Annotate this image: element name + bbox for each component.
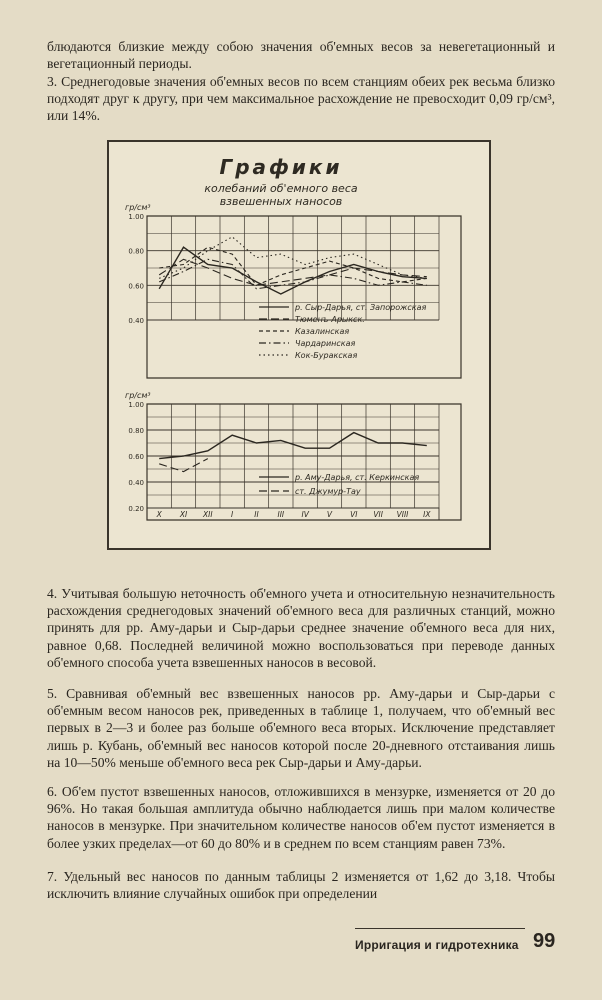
figure-frame — [107, 140, 491, 550]
footer-rule — [355, 928, 525, 929]
chart-grid — [147, 404, 439, 508]
y-tick-label: 0.80 — [128, 247, 144, 256]
legend-label: Казалинская — [295, 327, 350, 336]
x-tick-row-frame — [147, 508, 439, 520]
x-tick-label: I — [231, 510, 234, 519]
chart-box — [147, 404, 461, 520]
legend-label: р. Сыр-Дарья, ст. Запорожская — [295, 303, 427, 312]
y-axis-label: гр/см³ — [125, 391, 151, 400]
y-axis-label: гр/см³ — [125, 203, 151, 212]
chart-top — [125, 203, 461, 378]
x-tick-label: V — [326, 510, 333, 519]
paragraph-7: 7. Удельный вес наносов по данным таблицы 2 изменяется от 1,62 до 3,18. Чтобы исключить влияние случайных ошибок при определении — [47, 869, 555, 902]
legend-label: Кок-Буракская — [295, 351, 358, 360]
chart-subtitle-line1: колебаний об'емного веса — [204, 182, 358, 195]
legend-label: Чардаринская — [295, 339, 356, 348]
chart-title: Графики — [219, 155, 343, 179]
page-number: 99 — [533, 930, 556, 952]
series-line — [159, 459, 208, 472]
x-tick-label: VIII — [396, 510, 409, 519]
x-tick-label: II — [254, 510, 259, 519]
x-tick-label: XI — [179, 510, 188, 519]
charts-figure — [109, 142, 489, 548]
paragraph-4: 4. Учитывая большую неточность об'емного учета и относительную незначительность расхождения среднегодовых значений об'емного веса для различных станций, можно принять для рр. Аму-дарьи и Сыр-дарьи среднее значение об'емного веса для них, равное 0,68. Последней величиной можно воспользоваться при переводе данных об'емного способа учета взвешенных наносов в весовой. — [47, 586, 555, 670]
paragraph-5: 5. Сравнивая об'емный вес взвешенных наносов рр. Аму-дарьи и Сыр-дарьи с об'емным весом наносов рек, приведенных в таблице 1, получаем, что об'емный вес первых в 2—3 и более раз больше об'емного веса вторых. Исключение представляет лишь р. Кубань, об'емный вес наносов которой после 20-дневного отстаивания лишь на 10—50% меньше об'емного веса рек Сыр-дарьи и Аму-дарьи. — [47, 686, 555, 770]
x-tick-label: VII — [373, 510, 383, 519]
y-tick-label: 0.60 — [128, 282, 144, 291]
paragraph-3: 3. Среднегодовые значения об'емных весов по всем станциям обеих рек весьма близко подходят друг к другу, при чем максимальное расхождение не превосходит 0,09 гр/см³, или 14%. — [47, 74, 555, 124]
y-tick-label: 1.00 — [128, 401, 144, 409]
y-tick-label: 0.40 — [128, 317, 144, 325]
x-tick-label: VI — [350, 510, 358, 519]
legend-label: р. Аму-Дарья, ст. Керкинская — [295, 473, 420, 482]
y-tick-label: 0.80 — [128, 427, 144, 435]
x-tick-label: X — [156, 510, 162, 519]
x-tick-label: IX — [423, 510, 431, 519]
journal-name: Ирригация и гидротехника — [355, 938, 519, 952]
paragraph-top: блюдаются близкие между собою значения об'емных весов за невегетационный и вегетационный периоды. — [47, 39, 555, 72]
chart-bottom — [125, 391, 461, 520]
x-tick-label: XII — [203, 510, 213, 519]
y-tick-label: 0.60 — [128, 453, 144, 461]
y-tick-label: 0.40 — [128, 479, 144, 487]
y-tick-label: 1.00 — [128, 213, 144, 221]
chart-subtitle-line2: взвешенных наносов — [219, 195, 343, 208]
y-tick-label: 0.20 — [128, 505, 144, 513]
x-tick-label: III — [277, 510, 285, 519]
legend-label: ст. Джумур-Тау — [295, 487, 361, 496]
paragraph-6: 6. Об'ем пустот взвешенных наносов, отложившихся в мензурке, изменяется от 20 до 96%. Но такая большая амплитуда обычно наблюдается лишь при малом количестве наносов в мензурке. При значительном количестве наносов об'ем пустот изменяется в более узких пределах—от 60 до 80% и в среднем по всем станциям равен 73%. — [47, 784, 555, 851]
legend-label: Тюменъ-Арыкск. — [295, 315, 365, 324]
x-tick-row — [147, 508, 439, 520]
x-tick-label: IV — [301, 510, 309, 519]
